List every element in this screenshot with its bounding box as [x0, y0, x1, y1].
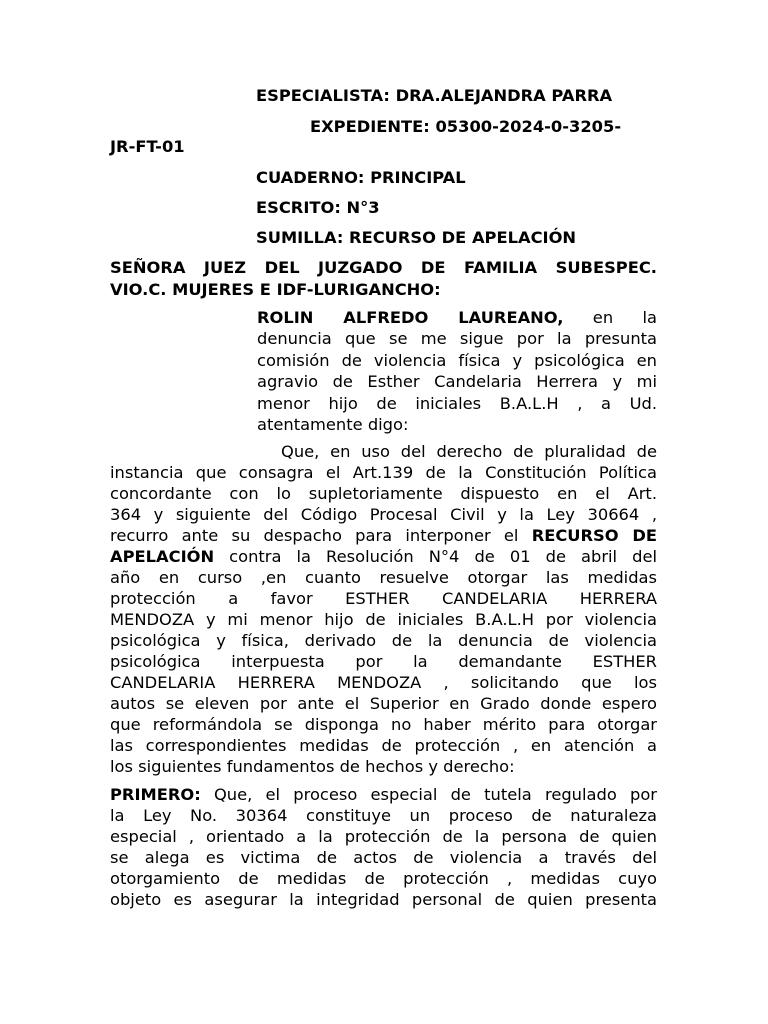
paragraph-text: Que, el proceso especial de tutela regulado por: [200, 785, 657, 805]
paragraph-line: los siguientes fundamentos de hechos y derecho:: [110, 757, 515, 777]
paragraph-line: MENDOZA y mi menor hijo de iniciales B.A.L.H por violencia: [110, 610, 657, 630]
paragraph-text: contra la Resolución N°4 de 01 de abril del: [214, 547, 657, 567]
intro-line: [257, 307, 657, 328]
addressee-line: SEÑORA JUEZ DEL JUZGADO DE FAMILIA SUBESPEC.: [110, 258, 657, 277]
expediente-line: EXPEDIENTE: 05300-2024-0-3205-: [310, 117, 622, 136]
intro-line: denuncia que se me sigue por la presunta: [257, 329, 657, 349]
paragraph-line: autos se eleven por ante el Superior en Grado donde espero: [110, 694, 657, 714]
paragraph-text: recurro ante su despacho para interponer el: [110, 526, 532, 546]
paragraph-line: Que, en uso del derecho de pluralidad de: [281, 442, 657, 462]
document-page: [110, 86, 657, 917]
paragraph-line: otorgamiento de medidas de protección , medidas cuyo: [110, 869, 657, 889]
paragraph-line: objeto es asegurar la integridad personal de quien presenta: [110, 890, 657, 910]
paragraph-line: [110, 784, 657, 805]
petitioner-name: ROLIN ALFREDO LAUREANO,: [257, 308, 564, 327]
especialista-line: ESPECIALISTA: DRA.ALEJANDRA PARRA: [256, 86, 613, 105]
primero-paragraph: [110, 784, 657, 910]
cuaderno-line: CUADERNO: PRINCIPAL: [256, 168, 466, 187]
paragraph-line: 364 y siguiente del Código Procesal Civil y la Ley 30664 ,: [110, 505, 657, 525]
paragraph-line: que reformándola se disponga no haber mérito para otorgar: [110, 715, 657, 735]
intro-line: comisión de violencia física y psicológica en: [257, 350, 657, 370]
escrito-line: ESCRITO: N°3: [256, 198, 380, 217]
intro-line: agravio de Esther Candelaria Herrera y mi: [257, 372, 657, 392]
paragraph-line: concordante con lo supletoriamente dispuesto en el Art.: [110, 484, 657, 504]
paragraph-line: protección a favor ESTHER CANDELARIA HERRERA: [110, 589, 657, 609]
paragraph-line: [110, 546, 657, 567]
addressee-block: [110, 257, 657, 301]
paragraph-line: año en curso ,en cuanto resuelve otorgar las medidas: [110, 568, 657, 588]
paragraph-line: psicológica interpuesta por la demandante ESTHER: [110, 652, 657, 672]
paragraph-line: la Ley No. 30364 constituye un proceso de naturaleza: [110, 806, 657, 826]
primero-label: PRIMERO:: [110, 785, 201, 805]
paragraph-line: las correspondientes medidas de protección , en atención a: [110, 736, 657, 756]
addressee-line: VIO.C. MUJERES E IDF-LURIGANCHO:: [110, 280, 441, 299]
paragraph-line: se alega es victima de actos de violencia a través del: [110, 848, 657, 868]
main-petition-paragraph: [110, 441, 657, 777]
expediente-line-continued: JR-FT-01: [110, 137, 185, 156]
paragraph-line: instancia que consagra el Art.139 de la Constitución Política: [110, 463, 657, 483]
intro-line: menor hijo de iniciales B.A.L.H , a Ud.: [257, 393, 657, 413]
paragraph-line: especial , orientado a la protección de la persona de quien: [110, 827, 657, 847]
sumilla-line: SUMILLA: RECURSO DE APELACIÓN: [256, 228, 577, 247]
paragraph-line: [110, 525, 657, 546]
paragraph-line: psicológica y física, derivado de la denuncia de violencia: [110, 631, 657, 651]
apelacion-emphasis: APELACIÓN: [110, 547, 215, 567]
intro-text: en la: [563, 308, 657, 327]
intro-line: atentamente digo:: [257, 415, 409, 435]
recurso-emphasis: RECURSO DE: [531, 526, 657, 546]
petitioner-intro: [257, 307, 657, 435]
paragraph-line: CANDELARIA HERRERA MENDOZA , solicitando que los: [110, 673, 657, 693]
